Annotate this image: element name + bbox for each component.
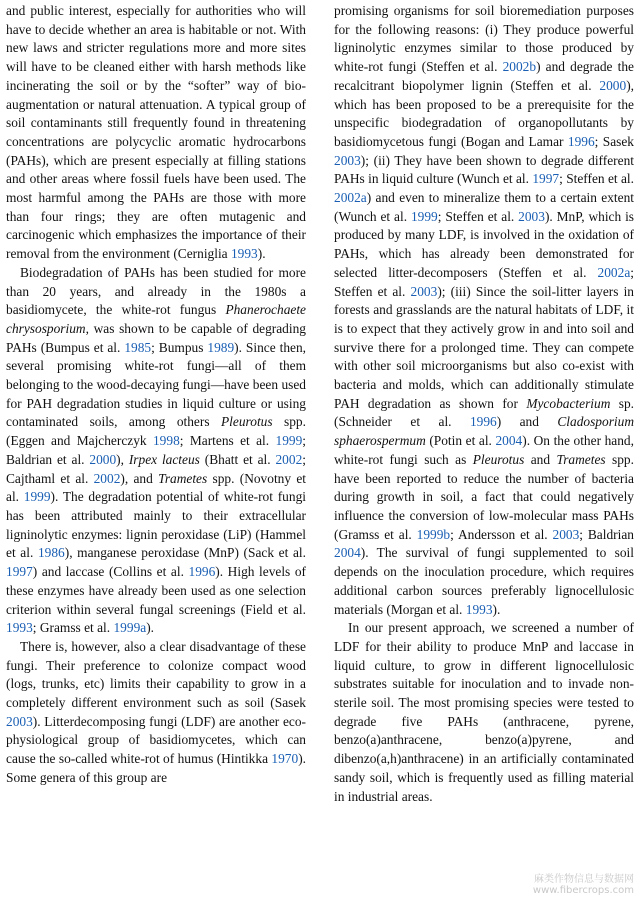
citation-link[interactable]: 1999	[275, 433, 303, 449]
citation-link[interactable]: 1997	[532, 171, 560, 187]
citation-link[interactable]: 2002a	[334, 190, 367, 206]
text-run: ).	[492, 601, 501, 617]
citation-link[interactable]: 2000	[599, 77, 627, 93]
citation-link[interactable]: 1996	[567, 133, 595, 149]
text-run: and public interest, especially for authorities who will have to decide whether an area is habitable or not. With new laws and stricter regulations more and more sites will have to be cleaned either with harsh methods like incinerating the soil or by the “softer” way of bioaugmentation or natural attenuation. A typical group of soil contaminants still frequently found in threatening concentrations are polycyclic aromatic hydrocarbons (PAHs), which are present especially at filling stations and other areas where fossil fuels have been used. The most harmful among the PAHs are those with more than four rings; they are often mutagenic and carcinogenic which emphasizes the importance of their removal from the environment (Cerniglia	[6, 3, 306, 262]
text-run: ); (iii) Since the soil-litter layers in forests and grasslands are the natural habitats of LDF, it is to expect that they actively grow in and into soil and survive there for a prolonged time. They can compete with other soil microorganisms but also co-exist with bacteria and molds, which can additionally stimulate PAH degradation as shown for	[334, 283, 634, 411]
text-column-right	[334, 2, 634, 896]
species-name: Mycobacterium	[526, 395, 611, 411]
species-name: Cladosporium sphaerospermum	[334, 414, 634, 449]
citation-link[interactable]: 2003	[410, 283, 438, 299]
citation-link[interactable]: 2002	[275, 451, 303, 467]
text-run: ). Some genera of this group are	[6, 751, 306, 785]
text-run: ) and even to mineralize them to a certain extent (Wunch et al.	[334, 190, 634, 224]
text-run: and	[524, 451, 557, 467]
text-run: ; Sasek	[594, 133, 634, 149]
citation-link[interactable]: 1997	[6, 564, 33, 580]
text-run: ; Baldrian	[579, 526, 634, 542]
citation-link[interactable]: 1993	[230, 246, 258, 262]
text-run: ) and	[496, 414, 558, 430]
citation-link[interactable]: 2003	[6, 713, 33, 729]
text-run: ). The survival of fungi supplemented to soil depends on the inoculation procedure, which requires additional carbon sources preferably lignocellulosic materials (Morgan et al.	[334, 545, 634, 617]
citation-link[interactable]: 2004	[495, 433, 523, 449]
citation-link[interactable]: 1989	[207, 339, 235, 355]
citation-link[interactable]: 1999a	[113, 620, 147, 636]
text-run: There is, however, also a clear disadvantage of these fungi. Their preference to colonize compact wood (logs, trunks, etc) limits their capability to grow in a completely different environment such as soil (Sasek	[6, 638, 306, 711]
site-watermark	[533, 874, 634, 896]
text-run: ), and	[120, 470, 159, 486]
text-run: ). On the other hand, white-rot fungi such as	[334, 433, 634, 467]
citation-link[interactable]: 1993	[6, 620, 33, 636]
watermark-line-2: www.fibercrops.com	[532, 885, 634, 896]
species-name: Pleurotus	[472, 451, 525, 467]
citation-link[interactable]: 1999b	[416, 526, 451, 542]
text-run: ). MnP, which is produced by many LDF, is involved in the oxidation of PAHs, which has already been demonstrated for selected litter-decomposers (Steffen et al.	[334, 208, 634, 280]
citation-link[interactable]: 1996	[188, 564, 216, 580]
species-name: Trametes	[556, 451, 606, 467]
text-run: ). Since then, several promising white-rot fungi—all of them belonging to the wood-decaying fungi—have been used for PAH degradation studies in liquid culture or using contaminated soils, among others	[6, 339, 306, 430]
citation-link[interactable]: 2003	[334, 152, 361, 168]
text-run: spp. (Eggen and Majcherczyk	[6, 414, 306, 449]
text-run: ),	[116, 451, 129, 467]
citation-link[interactable]: 2002	[93, 470, 121, 486]
paragraph	[334, 2, 634, 619]
text-run: ) and degrade the recalcitrant biopolymer lignin (Steffen et al.	[334, 59, 634, 93]
paragraph	[334, 619, 634, 806]
citation-link[interactable]: 1999	[23, 489, 51, 505]
text-run: (Potin et al.	[425, 433, 496, 449]
citation-link[interactable]: 1996	[469, 414, 497, 430]
citation-link[interactable]: 1970	[271, 751, 299, 767]
paragraph	[6, 638, 306, 788]
text-run: Biodegradation of PAHs has been studied for more than 20 years, and already in the 1980s a basidiomycete, the white-rot fungus	[6, 264, 306, 318]
citation-link[interactable]: 2003	[552, 526, 580, 542]
text-run: ) and laccase (Collins et al.	[32, 564, 189, 580]
citation-link[interactable]: 2004	[334, 545, 361, 561]
text-run: ; Andersson et al.	[450, 526, 553, 542]
citation-link[interactable]: 1993	[465, 601, 493, 617]
text-run: ; Cajthaml et al.	[6, 451, 306, 486]
text-run: promising organisms for soil bioremediation purposes for the following reasons: (i) They produce powerful ligninolytic enzymes similar to those produced by white-rot fungi (Steffen et al.	[334, 3, 634, 75]
text-run: ). Litterdecomposing fungi (LDF) are another ecophysiological group of basidiomycetes, which can cause the so-called white-rot of humus (Hintikka	[6, 713, 306, 767]
text-run: ; Steffen et al.	[559, 171, 634, 187]
text-run: ; Gramss et al.	[32, 620, 114, 636]
text-run: ; Martens et al.	[179, 433, 276, 449]
text-run: ). The degradation potential of white-rot fungi has been attributed mainly to their extracellular ligninolytic enzymes: lignin peroxidase (LiP) (Hammel et al.	[6, 489, 306, 561]
species-name: Irpex lacteus	[128, 451, 200, 467]
citation-link[interactable]: 1986	[37, 545, 65, 561]
paragraph	[6, 2, 306, 264]
citation-link[interactable]: 1985	[124, 339, 152, 355]
citation-link[interactable]: 1999	[410, 208, 438, 224]
text-run: ), manganese peroxidase (MnP) (Sack et al.	[64, 545, 306, 561]
paragraph	[6, 264, 306, 638]
text-column-left	[6, 2, 306, 896]
citation-link[interactable]: 2003	[518, 208, 545, 224]
text-run: ), which has been proposed to be a prerequisite for the unspecific biodegradation of organopollutants by basidiomycetous fungi (Bogan and Lamar	[334, 77, 634, 149]
text-run: spp. (Novotny et al.	[6, 470, 306, 505]
text-run: ; Steffen et al.	[437, 208, 519, 224]
watermark-line-1: 麻类作物信息与数据网	[534, 874, 634, 885]
article-page	[6, 2, 634, 896]
text-run: ; Baldrian et al.	[6, 433, 306, 467]
species-name: Pleurotus	[221, 414, 273, 430]
citation-link[interactable]: 1998	[152, 433, 180, 449]
text-run: ).	[257, 246, 266, 262]
text-run: , was shown to be capable of degrading PAHs (Bumpus et al.	[6, 320, 306, 355]
citation-link[interactable]: 2002b	[502, 59, 537, 75]
text-run: spp. have been reported to reduce the number of bacteria during growth in soil, a fact that could negatively influence the conversion of low-molecular mass PAHs (Gramss et al.	[334, 451, 634, 542]
text-run: ); (ii) They have been shown to degrade different PAHs in liquid culture (Wunch et al.	[334, 152, 634, 187]
species-name: Trametes	[158, 470, 208, 486]
text-run: ; Steffen et al.	[334, 264, 634, 299]
text-run: sp. (Schneider et al.	[334, 395, 634, 430]
text-run: (Bhatt et al.	[199, 451, 276, 467]
citation-link[interactable]: 2000	[89, 451, 117, 467]
text-run: ). High levels of these enzymes have already been used as one selection criterion within several fungal screenings (Field et al.	[6, 564, 306, 617]
species-name: Phanerochaete chrysosporium	[6, 302, 306, 336]
citation-link[interactable]: 2002a	[597, 264, 631, 280]
text-run: ; Bumpus	[151, 339, 208, 355]
text-run: In our present approach, we screened a number of LDF for their ability to produce MnP and laccase in liquid culture, to grow in different lignocellulosic substrates suitable for inoculation and to invade non-sterile soil. The most promising species were tested to degrade five PAHs (anthracene, pyrene, benzo(a)anthracene, benzo(a)pyrene, and dibenzo(a,h)anthracene) in an artificially contaminated sandy soil, which is frequently used as filling material in industrial areas.	[334, 620, 634, 804]
text-run: ).	[146, 620, 155, 636]
